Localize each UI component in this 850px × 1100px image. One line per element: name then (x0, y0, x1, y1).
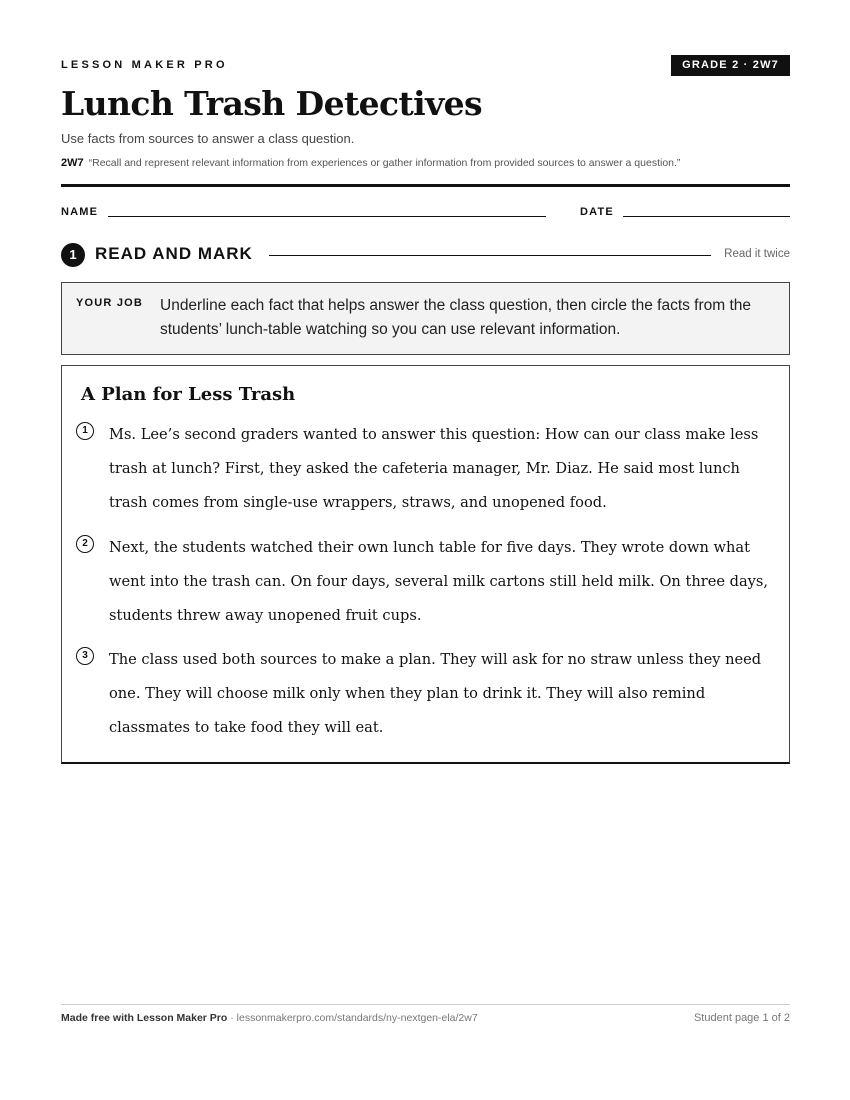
standard-text: “Recall and represent relevant information from experiences or gather information from provided sources to answer a question.” (88, 157, 681, 169)
passage-title: A Plan for Less Trash (81, 384, 296, 405)
passage-paragraph: Next, the students watched their own lunch table for five days. They wrote down what went into the trash can. On four days, several milk cartons still held milk. On three days, students threw away unopened fruit cups. (109, 539, 769, 624)
date-field[interactable] (623, 216, 790, 217)
standard-line (61, 157, 680, 169)
paragraph-number: 2 (76, 535, 94, 553)
section-divider (269, 255, 711, 256)
page-title: Lunch Trash Detectives (61, 84, 483, 123)
section-title: READ AND MARK (95, 244, 253, 263)
worksheet-page (61, 0, 790, 1100)
grade-badge: GRADE 2 · 2W7 (671, 55, 790, 76)
footer-credit (61, 1012, 478, 1024)
reading-passage (61, 365, 790, 764)
header-divider (61, 184, 790, 187)
brand-name: LESSON MAKER PRO (61, 59, 228, 71)
job-text: Underline each fact that helps answer the class question, then circle the facts from the students’ lunch-table watching so you can use relevant information. (160, 297, 752, 338)
passage-paragraph: Ms. Lee’s second graders wanted to answer this question: How can our class make less trash at lunch? First, they asked the cafeteria manager, Mr. Diaz. He said most lunch trash comes from single-use wrappers, straws, and unopened food. (109, 426, 759, 511)
footer-url: lessonmakerpro.com/standards/ny-nextgen-ela/2w7 (236, 1012, 478, 1024)
section-note: Read it twice (724, 248, 790, 260)
page-subtitle: Use facts from sources to answer a class question. (61, 131, 355, 146)
footer-page-number: Student page 1 of 2 (693, 1012, 790, 1024)
section-number-badge: 1 (61, 243, 85, 267)
footer-separator: · (227, 1012, 237, 1024)
date-label: DATE (580, 206, 614, 218)
paragraph-number: 1 (76, 422, 94, 440)
footer-divider (61, 1004, 790, 1005)
standard-code: 2W7 (61, 157, 84, 169)
job-label: YOUR JOB (76, 297, 144, 309)
paragraph-number: 3 (76, 647, 94, 665)
footer-made-with: Made free with Lesson Maker Pro (61, 1012, 228, 1024)
name-field[interactable] (108, 216, 546, 217)
name-label: NAME (61, 206, 99, 218)
passage-paragraph: The class used both sources to make a plan. They will ask for no straw unless they need one. They will choose milk only when they plan to drink it. They will also remind classmates to take food they will eat. (109, 651, 762, 736)
job-instructions-box (61, 282, 790, 355)
